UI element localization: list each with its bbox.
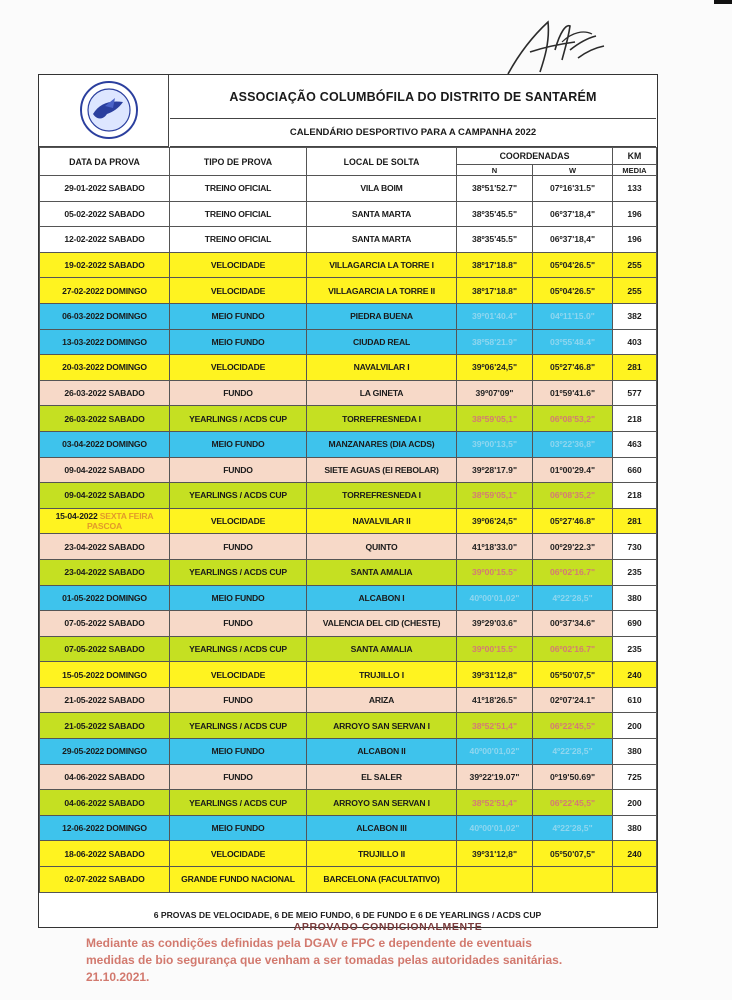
row-coord-west: 00º29'22.3" (533, 534, 613, 560)
row-release-location: TRUJILLO I (307, 662, 457, 688)
row-release-location: SANTA MARTA (307, 201, 457, 227)
row-date: 20-03-2022 DOMINGO (40, 355, 170, 381)
table-row (40, 380, 657, 406)
row-date: 13-03-2022 DOMINGO (40, 329, 170, 355)
conditions-line-1: Mediante as condições definidas pela DGAV e FPC e dependente de eventuais (86, 936, 532, 950)
row-race-type: FUNDO (170, 764, 307, 790)
row-date: 09-04-2022 SABADO (40, 457, 170, 483)
row-coord-west: 07º16'31.5" (533, 176, 613, 202)
column-header-media: MEDIA (613, 165, 657, 176)
row-release-location: LA GINETA (307, 380, 457, 406)
row-race-type: MEIO FUNDO (170, 585, 307, 611)
table-row (40, 585, 657, 611)
row-coord-west: 0º19'50.69" (533, 764, 613, 790)
row-release-location: SANTA AMALIA (307, 559, 457, 585)
row-date-value: 15-04-2022 (55, 511, 98, 522)
table-row (40, 636, 657, 662)
row-distance-km: 255 (613, 278, 657, 304)
approval-stamp: APROVADO CONDICIONALMENTE (293, 921, 483, 933)
table-body (40, 176, 657, 893)
row-date: 09-04-2022 SABADO (40, 483, 170, 509)
row-coord-north: 39º22'19.07" (457, 764, 533, 790)
row-coord-north: 40º00'01,02" (457, 585, 533, 611)
row-race-type: TREINO OFICIAL (170, 176, 307, 202)
row-race-type: GRANDE FUNDO NACIONAL (170, 867, 307, 893)
table-row (40, 176, 657, 202)
row-date: 21-05-2022 SABADO (40, 713, 170, 739)
column-header-coords: COORDENADAS (457, 148, 613, 165)
row-release-location: NAVALVILAR I (307, 355, 457, 381)
row-date: 04-06-2022 SABADO (40, 790, 170, 816)
row-date: 12-02-2022 SABADO (40, 227, 170, 253)
row-race-type: FUNDO (170, 457, 307, 483)
row-release-location: TORREFRESNEDA I (307, 406, 457, 432)
row-race-type: YEARLINGS / ACDS CUP (170, 559, 307, 585)
row-coord-west: 03º22'36,8" (533, 431, 613, 457)
row-race-type: MEIO FUNDO (170, 431, 307, 457)
row-distance-km: 218 (613, 483, 657, 509)
row-race-type: MEIO FUNDO (170, 303, 307, 329)
table-row (40, 841, 657, 867)
row-race-type: VELOCIDADE (170, 355, 307, 381)
row-release-location: VALENCIA DEL CID (CHESTE) (307, 611, 457, 637)
row-distance-km: 240 (613, 662, 657, 688)
table-row (40, 534, 657, 560)
row-race-type: FUNDO (170, 687, 307, 713)
header-block (39, 75, 656, 147)
row-coord-north: 39º00'13,5" (457, 431, 533, 457)
row-release-location: VILLAGARCIA LA TORRE I (307, 252, 457, 278)
row-date: 01-05-2022 DOMINGO (40, 585, 170, 611)
row-coord-west: 01º59'41.6" (533, 380, 613, 406)
row-coord-west: 06º22'45,5" (533, 790, 613, 816)
row-coord-west: 02º07'24.1" (533, 687, 613, 713)
row-coord-west: 06º02'16.7" (533, 636, 613, 662)
row-distance-km: 281 (613, 355, 657, 381)
row-coord-north: 38º59'05,1" (457, 483, 533, 509)
row-coord-north: 39º31'12,8" (457, 662, 533, 688)
row-date: 29-01-2022 SABADO (40, 176, 170, 202)
row-distance-km: 382 (613, 303, 657, 329)
row-distance-km: 403 (613, 329, 657, 355)
row-coord-north: 39º28'17.9" (457, 457, 533, 483)
table-row (40, 687, 657, 713)
row-release-location: ALCABON II (307, 739, 457, 765)
column-header-local: LOCAL DE SOLTA (307, 148, 457, 176)
handwritten-signature-icon (500, 12, 610, 82)
row-release-location: VILA BOIM (307, 176, 457, 202)
corner-mark (714, 0, 732, 4)
row-race-type: MEIO FUNDO (170, 739, 307, 765)
row-distance-km: 200 (613, 790, 657, 816)
table-row (40, 406, 657, 432)
row-race-type: VELOCIDADE (170, 278, 307, 304)
row-coord-north: 38º17'18.8" (457, 252, 533, 278)
row-coord-north: 39º06'24,5" (457, 508, 533, 534)
row-distance-km: 463 (613, 431, 657, 457)
conditions-note (86, 935, 646, 986)
row-distance-km: 610 (613, 687, 657, 713)
row-release-location: SANTA AMALIA (307, 636, 457, 662)
table-row (40, 303, 657, 329)
row-date: 12-06-2022 DOMINGO (40, 815, 170, 841)
row-distance-km: 235 (613, 636, 657, 662)
row-coord-west: 03º55'48.4" (533, 329, 613, 355)
row-race-type: MEIO FUNDO (170, 815, 307, 841)
row-race-type: TREINO OFICIAL (170, 227, 307, 253)
row-race-type: YEARLINGS / ACDS CUP (170, 483, 307, 509)
row-distance-km: 200 (613, 713, 657, 739)
row-race-type: YEARLINGS / ACDS CUP (170, 713, 307, 739)
table-row (40, 329, 657, 355)
row-coord-west: 06º02'16.7" (533, 559, 613, 585)
row-coord-north: 39º31'12,8" (457, 841, 533, 867)
logo-cell (39, 75, 169, 147)
row-race-type: VELOCIDADE (170, 508, 307, 534)
row-coord-west: 4º22'28,5" (533, 739, 613, 765)
table-row (40, 662, 657, 688)
row-coord-west: 05º50'07,5" (533, 662, 613, 688)
row-distance-km: 690 (613, 611, 657, 637)
row-race-type: TREINO OFICIAL (170, 201, 307, 227)
row-release-location: TRUJILLO II (307, 841, 457, 867)
row-distance-km: 240 (613, 841, 657, 867)
row-distance-km: 730 (613, 534, 657, 560)
row-coord-north: 39º00'15.5" (457, 636, 533, 662)
row-date: 29-05-2022 DOMINGO (40, 739, 170, 765)
row-date: 23-04-2022 SABADO (40, 559, 170, 585)
row-distance-km: 133 (613, 176, 657, 202)
row-distance-km (613, 867, 657, 893)
row-race-type: FUNDO (170, 534, 307, 560)
table-row (40, 611, 657, 637)
conditions-line-3: 21.10.2021. (86, 970, 150, 984)
row-release-location: NAVALVILAR II (307, 508, 457, 534)
row-coord-north: 39º01'40.4" (457, 303, 533, 329)
conditions-line-2: medidas de bio segurança que venham a ser tomadas pelas autoridades sanitárias. (86, 953, 563, 967)
row-coord-north: 38º51'52.7" (457, 176, 533, 202)
row-coord-west: 05º04'26.5" (533, 252, 613, 278)
row-release-location: TORREFRESNEDA I (307, 483, 457, 509)
row-coord-north: 38º17'18.8" (457, 278, 533, 304)
row-coord-north: 39º06'24,5" (457, 355, 533, 381)
table-row (40, 508, 657, 534)
row-release-location: SIETE AGUAS (El REBOLAR) (307, 457, 457, 483)
row-coord-west: 05º27'46.8" (533, 355, 613, 381)
organization-title: ASSOCIAÇÃO COLUMBÓFILA DO DISTRITO DE SANTARÉM (170, 75, 656, 119)
row-coord-north: 38º35'45.5" (457, 201, 533, 227)
table-row (40, 815, 657, 841)
row-coord-west: 4º22'28,5" (533, 815, 613, 841)
row-release-location: ARIZA (307, 687, 457, 713)
row-distance-km: 196 (613, 227, 657, 253)
table-row (40, 713, 657, 739)
row-date: 19-02-2022 SABADO (40, 252, 170, 278)
row-coord-north: 39º07'09" (457, 380, 533, 406)
row-distance-km: 235 (613, 559, 657, 585)
table-row (40, 227, 657, 253)
row-coord-north: 39º00'15.5" (457, 559, 533, 585)
row-coord-north: 38º59'05,1" (457, 406, 533, 432)
table-row (40, 483, 657, 509)
row-coord-north: 38º58'21.9" (457, 329, 533, 355)
row-date: 07-05-2022 SABADO (40, 636, 170, 662)
row-coord-north (457, 867, 533, 893)
row-release-location: PIEDRA BUENA (307, 303, 457, 329)
row-date: 07-05-2022 SABADO (40, 611, 170, 637)
row-coord-north: 38º52'51,4" (457, 713, 533, 739)
row-distance-km: 380 (613, 585, 657, 611)
row-coord-west: 06º22'45,5" (533, 713, 613, 739)
row-release-location: EL SALER (307, 764, 457, 790)
row-coord-west: 06º37'18,4" (533, 227, 613, 253)
row-release-location: MANZANARES (DIA ACDS) (307, 431, 457, 457)
table-row (40, 739, 657, 765)
row-date: 03-04-2022 DOMINGO (40, 431, 170, 457)
table-row (40, 431, 657, 457)
row-date-note: SEXTA FEIRA PASCOA (87, 511, 154, 532)
row-coord-north: 41º18'33.0" (457, 534, 533, 560)
association-logo-icon (79, 80, 139, 140)
row-coord-north: 38º52'51,4" (457, 790, 533, 816)
table-row (40, 764, 657, 790)
table-row (40, 790, 657, 816)
row-coord-west: 04º11'15.0" (533, 303, 613, 329)
column-header-w: W (533, 165, 613, 176)
table-row (40, 457, 657, 483)
summary-line: 6 PROVAS DE VELOCIDADE, 6 DE MEIO FUNDO, 6 DE FUNDO E 6 DE YEARLINGS / ACDS CUP (153, 910, 542, 920)
row-coord-north: 38º35'45.5" (457, 227, 533, 253)
row-distance-km: 281 (613, 508, 657, 534)
calendar-title: CALENDÁRIO DESPORTIVO PARA A CAMPANHA 2022 (170, 119, 656, 147)
row-coord-west: 06º08'35,2" (533, 483, 613, 509)
row-race-type: YEARLINGS / ACDS CUP (170, 790, 307, 816)
row-distance-km: 255 (613, 252, 657, 278)
row-coord-west: 00º37'34.6" (533, 611, 613, 637)
column-header-date: DATA DA PROVA (40, 148, 170, 176)
row-coord-west (533, 867, 613, 893)
row-coord-north: 41º18'26.5" (457, 687, 533, 713)
row-date: 27-02-2022 DOMINGO (40, 278, 170, 304)
row-distance-km: 380 (613, 815, 657, 841)
row-release-location: ALCABON III (307, 815, 457, 841)
row-coord-west: 05º50'07,5" (533, 841, 613, 867)
row-race-type: VELOCIDADE (170, 841, 307, 867)
row-release-location: SANTA MARTA (307, 227, 457, 253)
row-race-type: VELOCIDADE (170, 662, 307, 688)
row-date: 02-07-2022 SABADO (40, 867, 170, 893)
row-release-location: VILLAGARCIA LA TORRE II (307, 278, 457, 304)
row-date: 26-03-2022 SABADO (40, 380, 170, 406)
row-date: 05-02-2022 SABADO (40, 201, 170, 227)
row-distance-km: 380 (613, 739, 657, 765)
row-race-type: VELOCIDADE (170, 252, 307, 278)
row-coord-west: 06º08'53,2" (533, 406, 613, 432)
row-release-location: QUINTO (307, 534, 457, 560)
row-release-location: ALCABON I (307, 585, 457, 611)
column-header-n: N (457, 165, 533, 176)
row-date: 18-06-2022 SABADO (40, 841, 170, 867)
table-row (40, 201, 657, 227)
column-header-tipo: TIPO DE PROVA (170, 148, 307, 176)
row-race-type: MEIO FUNDO (170, 329, 307, 355)
row-race-type: YEARLINGS / ACDS CUP (170, 406, 307, 432)
row-coord-north: 40º00'01,02" (457, 815, 533, 841)
table-row (40, 355, 657, 381)
row-date: 21-05-2022 SABADO (40, 687, 170, 713)
row-date: 15-05-2022 DOMINGO (40, 662, 170, 688)
row-distance-km: 660 (613, 457, 657, 483)
row-release-location: CIUDAD REAL (307, 329, 457, 355)
race-calendar-table (39, 147, 657, 893)
table-row (40, 252, 657, 278)
row-coord-west: 4º22'28,5" (533, 585, 613, 611)
row-date: 04-06-2022 SABADO (40, 764, 170, 790)
row-release-location: BARCELONA (FACULTATIVO) (307, 867, 457, 893)
calendar-sheet (38, 74, 658, 928)
row-date: 26-03-2022 SABADO (40, 406, 170, 432)
row-distance-km: 725 (613, 764, 657, 790)
row-release-location: ARROYO SAN SERVAN I (307, 790, 457, 816)
row-race-type: FUNDO (170, 380, 307, 406)
row-coord-west: 01º00'29.4" (533, 457, 613, 483)
row-distance-km: 577 (613, 380, 657, 406)
row-date (40, 508, 170, 534)
table-row (40, 559, 657, 585)
row-date: 06-03-2022 DOMINGO (40, 303, 170, 329)
row-race-type: YEARLINGS / ACDS CUP (170, 636, 307, 662)
row-coord-north: 40º00'01,02" (457, 739, 533, 765)
row-coord-north: 39º29'03.6" (457, 611, 533, 637)
row-coord-west: 06º37'18,4" (533, 201, 613, 227)
row-distance-km: 196 (613, 201, 657, 227)
row-coord-west: 05º27'46.8" (533, 508, 613, 534)
row-coord-west: 05º04'26.5" (533, 278, 613, 304)
row-distance-km: 218 (613, 406, 657, 432)
row-race-type: FUNDO (170, 611, 307, 637)
table-row (40, 278, 657, 304)
row-date: 23-04-2022 SABADO (40, 534, 170, 560)
table-row (40, 867, 657, 893)
row-release-location: ARROYO SAN SERVAN I (307, 713, 457, 739)
column-header-km: KM (613, 148, 657, 165)
